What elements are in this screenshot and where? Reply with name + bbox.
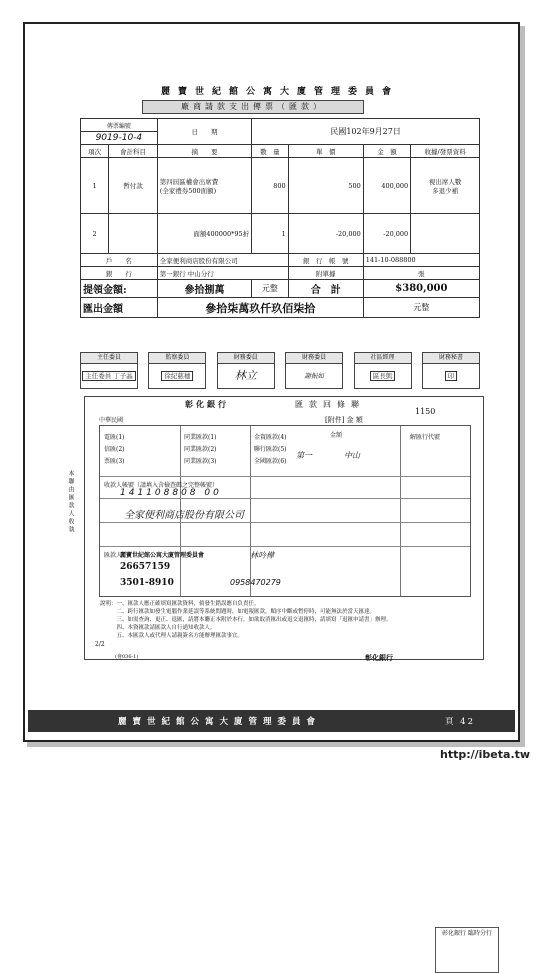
col-account: 會計科目 — [109, 145, 158, 158]
signature-handwritten: 謝振如 — [285, 364, 343, 389]
row-qty: 800 — [252, 158, 288, 214]
remit-type: 同業匯款(3) — [184, 458, 217, 465]
form-title: 廠商請款支出傳票（匯款） — [142, 100, 364, 114]
remit-type: 全國匯款(6) — [254, 458, 287, 465]
footer-page-number: 頁 42 — [444, 717, 475, 727]
attachment-label: 附單據 — [288, 267, 363, 280]
row-qty: 1 — [252, 214, 288, 254]
remit-sender-phone: 3501-8910 — [120, 578, 174, 588]
page-footer — [28, 710, 515, 732]
signature-value: 印 — [445, 371, 458, 381]
date-value: 民國102年9月27日 — [252, 119, 480, 145]
remit-page-no: 2/2 — [95, 641, 105, 648]
remit-type: 電匯(1) — [104, 434, 125, 441]
committee-title: 麗寶世紀館公寓大廈管理委員會 — [160, 87, 399, 97]
col-item: 項次 — [81, 145, 109, 158]
signature-box — [148, 352, 206, 389]
signature-role: 監察委員 — [148, 352, 206, 364]
voucher-no-label: 傳票編號 — [81, 119, 158, 132]
row-account — [109, 214, 158, 254]
row-desc: 面額400000*95折 — [157, 214, 251, 254]
attachment-unit: 張 — [363, 267, 479, 280]
remit-notes — [100, 600, 460, 640]
payee-name-label: 戶 名 — [81, 254, 158, 267]
row-account: 暫付款 — [109, 158, 158, 214]
signature-value: 徐紀慈穗 — [161, 371, 193, 381]
signature-value: 區長凱 — [370, 371, 396, 381]
col-desc: 摘 要 — [157, 145, 251, 158]
signature-role: 財務委員 — [285, 352, 343, 364]
remit-note: 三、如需查詢、更正、退匯，請將本聯正本附於本行，如欲取消匯出或退交退匯時，請填寫「退匯申請書」辦理。 — [100, 617, 392, 623]
remit-sender-name: 麗寶世紀館公寓大廈管理委員會 — [120, 552, 205, 559]
remit-agent-hand: 林吟樺 — [250, 551, 274, 560]
payee-name-value: 全家便利商店股份有限公司 — [157, 254, 288, 267]
row-desc — [157, 158, 251, 214]
grid-divider — [100, 476, 470, 477]
signature-stamp — [354, 364, 412, 389]
remit-amount-value: 參拾柒萬玖仟玖佰柒拾 — [157, 298, 363, 318]
col-price: 單 價 — [288, 145, 363, 158]
remit-bottom-bank: 彰化銀行 — [365, 653, 393, 662]
remit-account-hand: 141108808 00 — [120, 488, 222, 498]
remit-form-no: (會036-1) — [115, 654, 139, 660]
row-item: 1 — [81, 158, 109, 214]
grid-divider — [100, 522, 470, 523]
signature-box — [80, 352, 138, 389]
remit-fee-label: 解匯行代號 — [410, 434, 441, 441]
remit-account-label: 收款人帳號（請填入含檢查碼之完整帳號） — [104, 482, 219, 489]
bank-account-label: 銀 行 帳 號 — [288, 254, 363, 267]
remit-agent-phone: 0958470279 — [230, 578, 281, 587]
remit-note: 二、跨行匯款如發生電腦作業延誤等系統問題時，如電報匯款，順序中斷或暫停時，可能無法於當天匯達。 — [100, 609, 376, 615]
grid-divider — [100, 498, 470, 499]
receive-amount-label: 提領金額: — [81, 280, 158, 298]
remit-payee-hand: 全家便利商店股份有限公司 — [124, 510, 244, 521]
bank-account-value: 141-10-088800 — [363, 254, 479, 267]
remit-sender-id: 26657159 — [120, 562, 171, 572]
remit-type: 金資匯款(4) — [254, 434, 287, 441]
signature-role: 社區經理 — [354, 352, 412, 364]
voucher-no-value: 9019-10-4 — [81, 132, 158, 145]
date-label: 日 期 — [157, 119, 251, 145]
remit-slip-title: 匯款回條聯 — [295, 400, 365, 409]
total-label: 合 計 — [288, 280, 363, 298]
remit-attached-label: [附件] 金 額 — [325, 416, 363, 424]
unit-yuan-1: 元整 — [252, 280, 288, 298]
signature-value: 主任委員 丁子晶 — [82, 371, 136, 381]
remit-bank-hand: 第一 — [296, 451, 312, 460]
page-shadow-right — [520, 26, 525, 742]
row-note — [411, 158, 480, 214]
row-price: -20,000 — [288, 214, 363, 254]
unit-yuan-2: 元整 — [363, 298, 479, 318]
signature-handwritten: 林立 — [217, 364, 275, 389]
row-item: 2 — [81, 214, 109, 254]
signature-role: 財務委員 — [217, 352, 275, 364]
remit-bank-name: 彰化銀行 — [185, 399, 229, 409]
row-note-line2: 多退少補 — [432, 186, 459, 195]
total-value: $380,000 — [363, 280, 479, 298]
watermark: http://ibeta.tw — [440, 748, 531, 761]
row-desc-line2: (全家禮券500面額) — [159, 186, 217, 195]
remit-code: 1150 — [415, 407, 436, 416]
remit-note: 四、本資匯款請匯款人自行通知收款人。 — [100, 625, 216, 631]
grid-divider — [250, 426, 251, 596]
remit-type: 聯行匯款(5) — [254, 446, 287, 453]
remit-date-label: 中華民國 — [99, 417, 124, 424]
signature-role: 主任委員 — [80, 352, 138, 364]
remit-note: 說明：一、匯款人應正確填寫匯款資料，倘發生錯誤應自負責任。 — [100, 601, 260, 607]
signature-stamp — [422, 364, 480, 389]
row-note — [411, 214, 480, 254]
remit-type: 同業匯款(1) — [184, 434, 217, 441]
remit-amount-label: 匯出金額 — [81, 298, 158, 318]
row-amount: -20,000 — [363, 214, 410, 254]
grid-divider — [400, 426, 401, 596]
col-qty: 數 量 — [252, 145, 288, 158]
signature-stamp — [80, 364, 138, 389]
bank-stamp: 彰化銀行 臨時分行 — [435, 927, 499, 973]
row-amount: 400,000 — [363, 158, 410, 214]
row-desc-line1: 第四屆區權會出席費 — [159, 177, 219, 186]
row-price: 500 — [288, 158, 363, 214]
page-shadow-bottom — [27, 742, 525, 747]
bank-value: 第一銀行 中山分行 — [157, 267, 288, 280]
remit-amount-label: 金額 — [330, 432, 343, 439]
remit-type: 信匯(2) — [104, 446, 125, 453]
signature-box — [217, 352, 275, 389]
signature-stamp — [148, 364, 206, 389]
receive-amount-value: 參拾捌萬 — [157, 280, 251, 298]
col-receipt: 收據/發票資料 — [411, 145, 480, 158]
signature-box — [422, 352, 480, 389]
bank-label: 銀 行 — [81, 267, 158, 280]
col-amount: 金 額 — [363, 145, 410, 158]
signature-row — [80, 352, 480, 389]
remit-note: 五、本匯款人或代理人請親簽名方能辦理匯款事宜。 — [100, 633, 244, 639]
remit-type: 票匯(3) — [104, 458, 125, 465]
remit-type: 同業匯款(2) — [184, 446, 217, 453]
remit-vertical-note: 本聯由匯款人收執 — [67, 470, 74, 534]
grid-divider — [100, 546, 470, 547]
payment-voucher-table — [80, 118, 480, 318]
remit-form-grid — [99, 425, 471, 597]
remit-sender-label: 匯款人 — [104, 552, 123, 559]
footer-title: 麗寶世紀館公寓大廈管理委員會 — [118, 717, 322, 727]
signature-box — [285, 352, 343, 389]
signature-box — [354, 352, 412, 389]
signature-role: 財務秘書 — [422, 352, 480, 364]
row-note-line1: 視出席人數 — [428, 177, 462, 186]
remit-branch-hand: 中山 — [344, 451, 360, 460]
